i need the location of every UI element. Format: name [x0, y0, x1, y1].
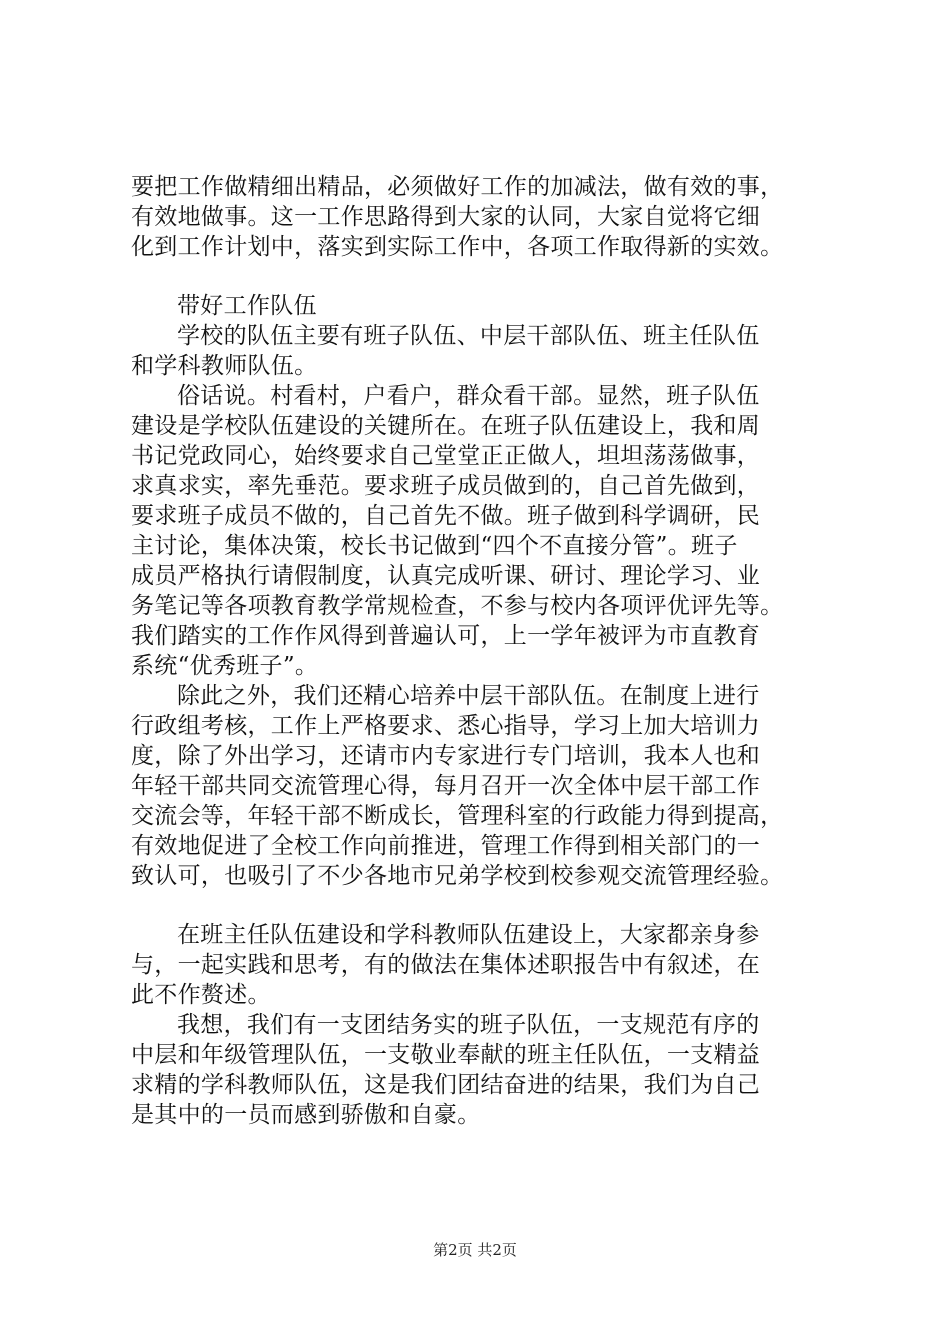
- text-line: 除此之外，我们还精心培养中层干部队伍。在制度上进行: [177, 683, 760, 709]
- text-line: 度，除了外出学习，还请市内专家进行专门培训，我本人也和: [131, 743, 761, 769]
- paragraph: [131, 381, 851, 681]
- text-line: 主讨论，集体决策，校长书记做到“四个不直接分管”。班子: [131, 533, 738, 559]
- paragraph: [131, 920, 851, 1010]
- text-line: 带好工作队伍: [177, 293, 317, 319]
- text-line: 有效地促进了全校工作向前推进，管理工作得到相关部门的一: [131, 833, 761, 859]
- paragraph-gap: [131, 262, 851, 291]
- text-line: 我们踏实的工作作风得到普遍认可，上一学年被评为市直教育: [131, 623, 761, 649]
- text-line: 是其中的一员而感到骄傲和自豪。: [131, 1102, 481, 1128]
- text-line: 中层和年级管理队伍，一支敬业奉献的班主任队伍，一支精益: [131, 1042, 761, 1068]
- text-line: 学校的队伍主要有班子队伍、中层干部队伍、班主任队伍: [177, 323, 760, 349]
- page-footer: 第2页 共2页: [433, 1241, 517, 1259]
- text-line: 和学科教师队伍。: [131, 353, 318, 379]
- text-line: 要把工作做精细出精品，必须做好工作的加减法，做有效的事，: [131, 174, 784, 200]
- text-line: 有效地做事。这一工作思路得到大家的认同，大家自觉将它细: [131, 204, 761, 230]
- text-line: 我想，我们有一支团结务实的班子队伍，一支规范有序的: [177, 1012, 760, 1038]
- document-body: [131, 172, 851, 1130]
- text-line: 交流会等，年轻干部不断成长，管理科室的行政能力得到提高，: [131, 803, 784, 829]
- text-line: 系统“优秀班子”。: [131, 653, 319, 679]
- text-line: 此不作赘述。: [131, 982, 271, 1008]
- paragraph-gap: [131, 891, 851, 920]
- text-line: 行政组考核，工作上严格要求、悉心指导，学习上加大培训力: [131, 713, 761, 739]
- text-line: 成员严格执行请假制度，认真完成听课、研讨、理论学习、业: [131, 563, 761, 589]
- text-line: 要求班子成员不做的，自己首先不做。班子做到科学调研，民: [131, 503, 761, 529]
- text-line: 务笔记等各项教育教学常规检查，不参与校内各项评优评先等。: [131, 593, 784, 619]
- text-line: 致认可，也吸引了不少各地市兄弟学校到校参观交流管理经验。: [131, 863, 784, 889]
- text-line: 书记党政同心，始终要求自己堂堂正正做人，坦坦荡荡做事，: [131, 443, 761, 469]
- paragraph: [131, 1010, 851, 1130]
- paragraph: [131, 172, 851, 262]
- text-line: 俗话说。村看村，户看户，群众看干部。显然，班子队伍: [177, 383, 760, 409]
- paragraph: [131, 681, 851, 891]
- text-line: 与，一起实践和思考，有的做法在集体述职报告中有叙述，在: [131, 952, 761, 978]
- text-line: 在班主任队伍建设和学科教师队伍建设上，大家都亲身参: [177, 922, 760, 948]
- text-line: 年轻干部共同交流管理心得，每月召开一次全体中层干部工作: [131, 773, 761, 799]
- paragraph: [131, 291, 851, 321]
- paragraph: [131, 321, 851, 381]
- text-line: 化到工作计划中，落实到实际工作中，各项工作取得新的实效。: [131, 234, 784, 260]
- text-line: 求真求实，率先垂范。要求班子成员做到的，自己首先做到，: [131, 473, 761, 499]
- text-line: 建设是学校队伍建设的关键所在。在班子队伍建设上，我和周: [131, 413, 761, 439]
- text-line: 求精的学科教师队伍，这是我们团结奋进的结果，我们为自己: [131, 1072, 761, 1098]
